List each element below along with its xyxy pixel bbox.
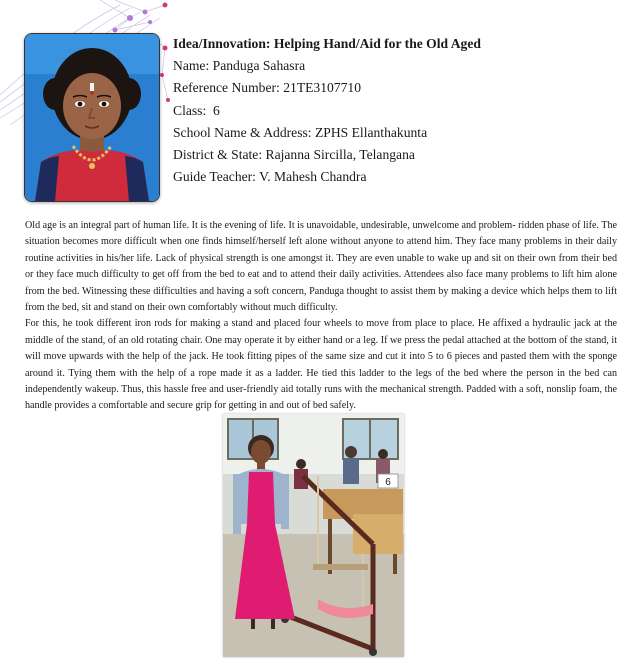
- name-label: Name:: [173, 58, 210, 74]
- name-value: Panduga Sahasra: [212, 58, 306, 74]
- school-line: [173, 122, 481, 144]
- project-photo: [223, 414, 404, 657]
- student-info: [173, 33, 481, 188]
- reference-label: Reference Number:: [173, 80, 280, 96]
- school-label: School Name & Address:: [173, 124, 312, 140]
- description-paragraph-1: Old age is an integral part of human life. It is the evening of life. It is unavoidable, undesirable, unwelcome and problem- ridden phase of life. The situation becomes more difficult when one finds himself/herself left alone without anyone to attend him. They face many problems in their daily routine activities in his/her life. Lack of physical strength is one amongst it. They are even unable to wake up and sit on their own from their bed or they face much difficulty to get off from the bed to eat and to attend their daily activities. Attendees also face many problems to lift him alone from the bed. Witnessing these difficulties and having a soft concern, Panduga thought to assist them by making a device which helps them to lift from the bed, sit and stand on their own comfortably without much difficulty.: [25, 220, 617, 314]
- student-portrait: [24, 33, 160, 202]
- idea-label: Idea/Innovation:: [173, 36, 271, 51]
- class-line: [173, 100, 481, 122]
- class-value: 6: [213, 102, 220, 118]
- guide-value: V. Mahesh Chandra: [259, 169, 367, 185]
- class-label: Class:: [173, 102, 207, 118]
- idea-title: Helping Hand/Aid for the Old Aged: [273, 36, 481, 51]
- reference-value: 21TE3107710: [283, 80, 361, 96]
- district-value: Rajanna Sircilla, Telangana: [265, 147, 415, 163]
- guide-label: Guide Teacher:: [173, 169, 256, 185]
- description: [25, 218, 617, 415]
- guide-line: [173, 166, 481, 188]
- reference-line: [173, 77, 481, 99]
- name-line: [173, 55, 481, 77]
- idea-line: [173, 33, 481, 55]
- school-value: ZPHS Ellanthakunta: [314, 124, 428, 140]
- district-line: [173, 144, 481, 166]
- sign-number: 6: [385, 477, 391, 488]
- description-paragraph-2: For this, he took different iron rods for making a stand and placed four wheels to move from place to place. He affixed a hydraulic jack at the middle of the stand, of an old rotating chair. One may operate it by either hand or a leg. If we press the pedal attached at the bottom of the stand, it will move upwards with the help of the jack. He took fitting pipes of the same size and cut it into 5 to 6 pieces and pasted them with the sponge around it. Tying them with the help of a rope made it as a ladder. He tied this ladder to the legs of the bed where the person in the bed can independently wakeup. Thus, this hassle free and user-friendly aid totally runs with the mechanical strength. Padded with a soft, nonslip foam, the handle provides a comfortable and secure grip for getting in and out of bed safely.: [25, 318, 617, 412]
- district-label: District & State:: [173, 147, 263, 163]
